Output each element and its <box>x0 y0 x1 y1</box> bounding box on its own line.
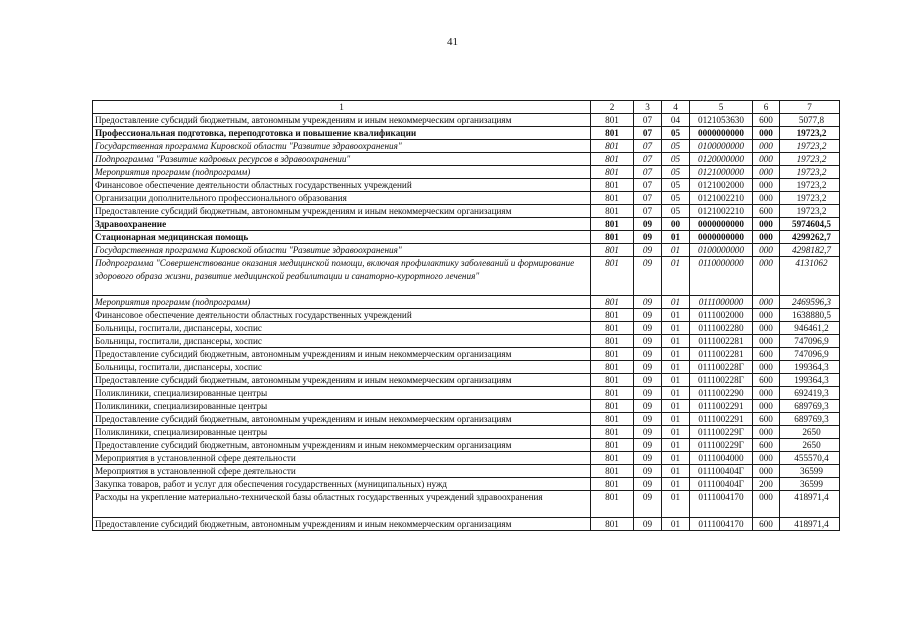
row-amount-cell: 199364,3 <box>780 361 840 374</box>
row-subsection-cell: 01 <box>662 257 690 296</box>
table-row <box>93 140 840 153</box>
row-code-cell: 801 <box>591 166 634 179</box>
row-target-cell: 0111002281 <box>690 335 753 348</box>
table-row <box>93 127 840 140</box>
row-code-cell: 801 <box>591 179 634 192</box>
table-row <box>93 335 840 348</box>
row-target-cell: 0111004000 <box>690 452 753 465</box>
header-cell: 3 <box>634 101 662 114</box>
row-target-cell: 0110000000 <box>690 257 753 296</box>
row-amount-cell: 5974604,5 <box>780 218 840 231</box>
table-row <box>93 114 840 127</box>
row-name-cell: Государственная программа Кировской области "Развитие здравоохранения" <box>93 244 591 257</box>
row-target-cell: 0111000000 <box>690 296 753 309</box>
row-name-cell: Профессиональная подготовка, переподготовка и повышение квалификации <box>93 127 591 140</box>
row-code-cell: 801 <box>591 114 634 127</box>
row-code-cell: 801 <box>591 387 634 400</box>
row-section-cell: 07 <box>634 127 662 140</box>
table-row <box>93 478 840 491</box>
row-subsection-cell: 05 <box>662 192 690 205</box>
row-code-cell: 801 <box>591 361 634 374</box>
row-code-cell: 801 <box>591 439 634 452</box>
row-name-cell: Поликлиники, специализированные центры <box>93 387 591 400</box>
row-amount-cell: 4131062 <box>780 257 840 296</box>
row-subsection-cell: 05 <box>662 153 690 166</box>
row-section-cell: 09 <box>634 452 662 465</box>
row-section-cell: 07 <box>634 153 662 166</box>
row-amount-cell: 5077,8 <box>780 114 840 127</box>
row-target-cell: 0111002280 <box>690 322 753 335</box>
row-amount-cell: 4298182,7 <box>780 244 840 257</box>
row-subsection-cell: 01 <box>662 374 690 387</box>
row-subsection-cell: 05 <box>662 166 690 179</box>
row-name-cell: Предоставление субсидий бюджетным, автономным учреждениям и иным некоммерческим организациям <box>93 374 591 387</box>
row-target-cell: 011100229Г <box>690 439 753 452</box>
row-target-cell: 0111002290 <box>690 387 753 400</box>
row-target-cell: 0000000000 <box>690 127 753 140</box>
row-type-cell: 000 <box>753 127 780 140</box>
row-amount-cell: 2469596,3 <box>780 296 840 309</box>
row-section-cell: 09 <box>634 518 662 531</box>
row-section-cell: 07 <box>634 140 662 153</box>
table-row <box>93 309 840 322</box>
table-row <box>93 179 840 192</box>
row-code-cell: 801 <box>591 426 634 439</box>
row-amount-cell: 36599 <box>780 478 840 491</box>
row-amount-cell: 2650 <box>780 426 840 439</box>
row-name-cell: Больницы, госпитали, диспансеры, хоспис <box>93 361 591 374</box>
row-section-cell: 09 <box>634 218 662 231</box>
row-amount-cell: 19723,2 <box>780 192 840 205</box>
row-subsection-cell: 01 <box>662 465 690 478</box>
table-row <box>93 231 840 244</box>
table-row <box>93 296 840 309</box>
table-row <box>93 426 840 439</box>
row-subsection-cell: 01 <box>662 348 690 361</box>
row-subsection-cell: 05 <box>662 127 690 140</box>
row-amount-cell: 418971,4 <box>780 491 840 518</box>
row-type-cell: 600 <box>753 413 780 426</box>
row-amount-cell: 418971,4 <box>780 518 840 531</box>
table-row <box>93 257 840 296</box>
table-row <box>93 452 840 465</box>
row-type-cell: 000 <box>753 192 780 205</box>
row-subsection-cell: 01 <box>662 413 690 426</box>
row-name-cell: Мероприятия программ (подпрограмм) <box>93 296 591 309</box>
header-cell: 4 <box>662 101 690 114</box>
row-type-cell: 000 <box>753 231 780 244</box>
table-row <box>93 413 840 426</box>
row-amount-cell: 747096,9 <box>780 335 840 348</box>
row-code-cell: 801 <box>591 465 634 478</box>
row-type-cell: 600 <box>753 518 780 531</box>
row-amount-cell: 19723,2 <box>780 127 840 140</box>
row-subsection-cell: 05 <box>662 179 690 192</box>
row-code-cell: 801 <box>591 518 634 531</box>
row-type-cell: 000 <box>753 400 780 413</box>
row-target-cell: 011100404Г <box>690 465 753 478</box>
row-code-cell: 801 <box>591 205 634 218</box>
row-section-cell: 09 <box>634 244 662 257</box>
row-target-cell: 0121002000 <box>690 179 753 192</box>
row-subsection-cell: 00 <box>662 218 690 231</box>
row-subsection-cell: 01 <box>662 478 690 491</box>
header-cell: 1 <box>93 101 591 114</box>
row-name-cell: Закупка товаров, работ и услуг для обеспечения государственных (муниципальных) нужд <box>93 478 591 491</box>
row-target-cell: 0111004170 <box>690 518 753 531</box>
row-code-cell: 801 <box>591 322 634 335</box>
row-type-cell: 000 <box>753 465 780 478</box>
header-cell: 2 <box>591 101 634 114</box>
row-type-cell: 000 <box>753 322 780 335</box>
row-subsection-cell: 05 <box>662 205 690 218</box>
row-code-cell: 801 <box>591 491 634 518</box>
row-code-cell: 801 <box>591 478 634 491</box>
row-target-cell: 0121053630 <box>690 114 753 127</box>
row-section-cell: 09 <box>634 387 662 400</box>
row-code-cell: 801 <box>591 192 634 205</box>
row-name-cell: Больницы, госпитали, диспансеры, хоспис <box>93 322 591 335</box>
row-target-cell: 0121002210 <box>690 192 753 205</box>
table-row <box>93 218 840 231</box>
row-code-cell: 801 <box>591 127 634 140</box>
row-section-cell: 09 <box>634 426 662 439</box>
row-type-cell: 000 <box>753 335 780 348</box>
row-name-cell: Предоставление субсидий бюджетным, автономным учреждениям и иным некоммерческим организациям <box>93 205 591 218</box>
row-type-cell: 000 <box>753 491 780 518</box>
table-row <box>93 244 840 257</box>
row-amount-cell: 692419,3 <box>780 387 840 400</box>
row-subsection-cell: 01 <box>662 491 690 518</box>
row-section-cell: 07 <box>634 114 662 127</box>
row-name-cell: Расходы на укрепление материально-технической базы областных государственных учреждений здравоохранения <box>93 491 591 518</box>
row-name-cell: Подпрограмма "Развитие кадровых ресурсов в здравоохранении" <box>93 153 591 166</box>
row-type-cell: 000 <box>753 218 780 231</box>
row-section-cell: 09 <box>634 257 662 296</box>
row-code-cell: 801 <box>591 231 634 244</box>
budget-table <box>92 100 840 531</box>
row-section-cell: 09 <box>634 491 662 518</box>
row-target-cell: 0121002210 <box>690 205 753 218</box>
row-amount-cell: 19723,2 <box>780 179 840 192</box>
row-target-cell: 011100228Г <box>690 374 753 387</box>
row-target-cell: 0000000000 <box>690 218 753 231</box>
row-subsection-cell: 01 <box>662 322 690 335</box>
table-header-row <box>93 101 840 114</box>
row-type-cell: 000 <box>753 452 780 465</box>
row-section-cell: 09 <box>634 348 662 361</box>
row-name-cell: Больницы, госпитали, диспансеры, хоспис <box>93 335 591 348</box>
row-type-cell: 000 <box>753 361 780 374</box>
row-subsection-cell: 01 <box>662 387 690 400</box>
header-cell: 5 <box>690 101 753 114</box>
row-name-cell: Поликлиники, специализированные центры <box>93 426 591 439</box>
row-amount-cell: 1638880,5 <box>780 309 840 322</box>
table-row <box>93 465 840 478</box>
row-name-cell: Поликлиники, специализированные центры <box>93 400 591 413</box>
table-row <box>93 153 840 166</box>
row-type-cell: 000 <box>753 257 780 296</box>
row-type-cell: 000 <box>753 426 780 439</box>
row-section-cell: 09 <box>634 322 662 335</box>
row-section-cell: 09 <box>634 465 662 478</box>
row-target-cell: 0121000000 <box>690 166 753 179</box>
row-name-cell: Организации дополнительного профессионального образования <box>93 192 591 205</box>
row-amount-cell: 199364,3 <box>780 374 840 387</box>
row-subsection-cell: 01 <box>662 309 690 322</box>
row-subsection-cell: 01 <box>662 244 690 257</box>
table-row <box>93 348 840 361</box>
row-amount-cell: 4299262,7 <box>780 231 840 244</box>
row-type-cell: 600 <box>753 439 780 452</box>
row-code-cell: 801 <box>591 413 634 426</box>
row-type-cell: 600 <box>753 114 780 127</box>
row-type-cell: 000 <box>753 244 780 257</box>
row-target-cell: 0111004170 <box>690 491 753 518</box>
row-code-cell: 801 <box>591 335 634 348</box>
row-code-cell: 801 <box>591 452 634 465</box>
row-amount-cell: 946461,2 <box>780 322 840 335</box>
row-code-cell: 801 <box>591 374 634 387</box>
row-section-cell: 09 <box>634 309 662 322</box>
row-amount-cell: 19723,2 <box>780 205 840 218</box>
row-code-cell: 801 <box>591 153 634 166</box>
row-section-cell: 07 <box>634 179 662 192</box>
row-name-cell: Предоставление субсидий бюджетным, автономным учреждениям и иным некоммерческим организациям <box>93 413 591 426</box>
row-amount-cell: 19723,2 <box>780 166 840 179</box>
row-type-cell: 000 <box>753 153 780 166</box>
row-type-cell: 600 <box>753 348 780 361</box>
row-subsection-cell: 01 <box>662 296 690 309</box>
table-row <box>93 374 840 387</box>
row-subsection-cell: 01 <box>662 400 690 413</box>
row-type-cell: 000 <box>753 166 780 179</box>
row-code-cell: 801 <box>591 400 634 413</box>
row-section-cell: 07 <box>634 166 662 179</box>
row-name-cell: Мероприятия программ (подпрограмм) <box>93 166 591 179</box>
row-amount-cell: 747096,9 <box>780 348 840 361</box>
row-section-cell: 07 <box>634 205 662 218</box>
table-row <box>93 518 840 531</box>
row-name-cell: Финансовое обеспечение деятельности областных государственных учреждений <box>93 179 591 192</box>
row-section-cell: 09 <box>634 478 662 491</box>
row-subsection-cell: 01 <box>662 452 690 465</box>
row-subsection-cell: 01 <box>662 518 690 531</box>
page-number: 41 <box>447 36 458 48</box>
row-section-cell: 09 <box>634 374 662 387</box>
row-target-cell: 0111002291 <box>690 400 753 413</box>
row-type-cell: 000 <box>753 296 780 309</box>
table-row <box>93 491 840 518</box>
row-type-cell: 200 <box>753 478 780 491</box>
row-type-cell: 600 <box>753 205 780 218</box>
row-name-cell: Предоставление субсидий бюджетным, автономным учреждениям и иным некоммерческим организациям <box>93 439 591 452</box>
row-subsection-cell: 01 <box>662 335 690 348</box>
table-row <box>93 387 840 400</box>
row-name-cell: Стационарная медицинская помощь <box>93 231 591 244</box>
row-target-cell: 011100229Г <box>690 426 753 439</box>
header-cell: 7 <box>780 101 840 114</box>
row-code-cell: 801 <box>591 257 634 296</box>
row-amount-cell: 689769,3 <box>780 413 840 426</box>
row-target-cell: 0000000000 <box>690 231 753 244</box>
row-section-cell: 09 <box>634 361 662 374</box>
row-amount-cell: 19723,2 <box>780 153 840 166</box>
row-name-cell: Финансовое обеспечение деятельности областных государственных учреждений <box>93 309 591 322</box>
row-section-cell: 09 <box>634 296 662 309</box>
row-target-cell: 0100000000 <box>690 140 753 153</box>
table-row <box>93 205 840 218</box>
header-cell: 6 <box>753 101 780 114</box>
row-name-cell: Здравоохранение <box>93 218 591 231</box>
row-name-cell: Предоставление субсидий бюджетным, автономным учреждениям и иным некоммерческим организациям <box>93 114 591 127</box>
row-name-cell: Подпрограмма "Совершенствование оказания медицинской помощи, включая профилактику заболеваний и формирование здорового образа жизни, развитие медицинской реабилитации и санаторно-курортного лечения" <box>93 257 591 296</box>
row-code-cell: 801 <box>591 309 634 322</box>
row-name-cell: Предоставление субсидий бюджетным, автономным учреждениям и иным некоммерческим организациям <box>93 348 591 361</box>
row-target-cell: 011100404Г <box>690 478 753 491</box>
row-target-cell: 0100000000 <box>690 244 753 257</box>
row-target-cell: 0111002281 <box>690 348 753 361</box>
table-row <box>93 166 840 179</box>
row-code-cell: 801 <box>591 140 634 153</box>
row-subsection-cell: 04 <box>662 114 690 127</box>
table-row <box>93 322 840 335</box>
row-code-cell: 801 <box>591 244 634 257</box>
row-code-cell: 801 <box>591 218 634 231</box>
row-subsection-cell: 01 <box>662 231 690 244</box>
row-section-cell: 09 <box>634 335 662 348</box>
row-subsection-cell: 01 <box>662 426 690 439</box>
row-type-cell: 000 <box>753 140 780 153</box>
row-subsection-cell: 05 <box>662 140 690 153</box>
row-type-cell: 600 <box>753 374 780 387</box>
row-section-cell: 09 <box>634 439 662 452</box>
row-section-cell: 09 <box>634 413 662 426</box>
row-section-cell: 09 <box>634 231 662 244</box>
row-target-cell: 0120000000 <box>690 153 753 166</box>
row-name-cell: Мероприятия в установленной сфере деятельности <box>93 452 591 465</box>
row-subsection-cell: 01 <box>662 361 690 374</box>
row-code-cell: 801 <box>591 348 634 361</box>
row-type-cell: 000 <box>753 387 780 400</box>
row-name-cell: Предоставление субсидий бюджетным, автономным учреждениям и иным некоммерческим организациям <box>93 518 591 531</box>
row-type-cell: 000 <box>753 309 780 322</box>
row-amount-cell: 689769,3 <box>780 400 840 413</box>
row-target-cell: 0111002000 <box>690 309 753 322</box>
row-amount-cell: 2650 <box>780 439 840 452</box>
row-section-cell: 07 <box>634 192 662 205</box>
table-row <box>93 400 840 413</box>
row-amount-cell: 19723,2 <box>780 140 840 153</box>
row-name-cell: Мероприятия в установленной сфере деятельности <box>93 465 591 478</box>
row-code-cell: 801 <box>591 296 634 309</box>
row-target-cell: 0111002291 <box>690 413 753 426</box>
row-type-cell: 000 <box>753 179 780 192</box>
table-row <box>93 361 840 374</box>
row-amount-cell: 36599 <box>780 465 840 478</box>
row-target-cell: 011100228Г <box>690 361 753 374</box>
row-section-cell: 09 <box>634 400 662 413</box>
table-row <box>93 439 840 452</box>
row-subsection-cell: 01 <box>662 439 690 452</box>
row-name-cell: Государственная программа Кировской области "Развитие здравоохранения" <box>93 140 591 153</box>
row-amount-cell: 455570,4 <box>780 452 840 465</box>
table-row <box>93 192 840 205</box>
